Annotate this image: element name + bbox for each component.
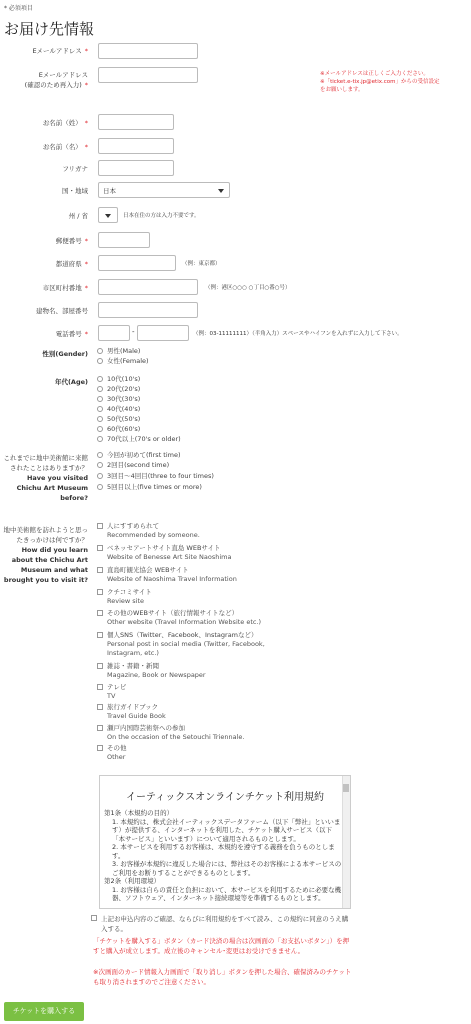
country-select[interactable] [98,182,230,198]
radio-icon[interactable] [97,416,103,422]
learn-option[interactable]: テレビ TV [97,683,357,701]
phone-label: 電話番号 * [55,330,88,338]
age-option[interactable]: 60代(60's) [97,425,140,434]
first-name-input[interactable] [98,138,174,154]
email-note: ※メールアドレスは正しくご入力ください。 ※「ticket.e-tix.jp@etix.com」からの受信設定をお願いします。 [320,71,440,93]
terms-scrollbar[interactable] [342,776,350,908]
page-title: お届け先情報 [4,20,95,38]
country-label: 国・地域 [62,187,88,195]
city-label: 市区町村番地 * [42,284,88,292]
checkbox-icon[interactable] [97,704,103,710]
city-hint: （例：港区○○○ ○丁目○番○号） [205,285,291,291]
email-input[interactable] [98,43,198,59]
checkbox-icon[interactable] [97,589,103,595]
terms-line: 1. 本規約は、株式会社イーティックスデータファーム（以下「弊社」といいます）が提供する、インターネットを利用した、チケット購入サービス（以下「本サービス」といいます）について適用されるものとします。 [112,817,341,843]
state-label: 州 / 省 [68,212,88,220]
prefecture-hint: （例：東京都） [182,261,221,267]
email-confirm-input[interactable] [98,67,198,83]
visited-label: これまでに地中美術館に来館されたことはありますか？ Have you visited Chichu Art Museum before? [3,454,88,502]
learn-option[interactable]: 瀬戸内国際芸術祭への参加 On the occasion of the Setouchi Triennale. [97,724,357,742]
furigana-input[interactable] [98,160,174,176]
radio-icon[interactable] [97,376,103,382]
agree-note-2: ※次画面のカード情報入力画面で「取り消し」ボタンを押した場合、確保済みのチケットも取り消されますのでご注意ください。 [93,968,352,986]
radio-icon[interactable] [97,348,103,354]
visited-option[interactable]: 5回目以上(five times or more) [97,483,202,492]
furigana-label: フリガナ [62,165,88,173]
phone-number-input[interactable] [137,325,189,341]
radio-icon[interactable] [97,436,103,442]
state-select[interactable] [98,207,118,223]
prefecture-input[interactable] [98,255,176,271]
buy-ticket-button[interactable]: チケットを購入する [4,1002,84,1021]
age-option[interactable]: 70代以上(70's or older) [97,435,181,444]
learn-option[interactable]: 人にすすめられて Recommended by someone. [97,522,357,540]
learn-option[interactable]: その他 Other [97,744,357,762]
checkbox-icon[interactable] [97,684,103,690]
radio-icon[interactable] [97,358,103,364]
terms-line: 2. 本サービスを利用するお客様は、本規約を遵守する義務を負うものとします。 [112,843,335,860]
checkbox-icon[interactable] [97,745,103,751]
checkbox-icon[interactable] [97,545,103,551]
chevron-down-icon [105,214,111,218]
radio-icon[interactable] [97,473,103,479]
checkbox-icon[interactable] [97,632,103,638]
last-name-input[interactable] [98,114,174,130]
gender-label: 性別(Gender) [42,350,88,358]
checkbox-icon[interactable] [97,567,103,573]
radio-icon[interactable] [97,406,103,412]
age-label: 年代(Age) [54,378,88,386]
chevron-down-icon [218,189,224,193]
state-note: 日本在住の方は入力不要です。 [123,213,200,219]
learn-option[interactable]: ベネッセアートサイト直島 WEBサイト Website of Benesse Art Site Naoshima [97,544,357,562]
phone-area-input[interactable] [98,325,130,341]
learn-option[interactable]: 個人SNS（Twitter、Facebook、Instagramなど） Personal post in social media (Twitter, Facebook, Instagram, etc.) [97,631,297,658]
agree-note-1: 「チケットを購入する」ボタン（カード決済の場合は次画面の「お支払いボタン」）を押すと購入が成立します。成立後のキャンセル･変更はお受けできません。 [93,937,350,955]
required-note: * 必須項目 [4,5,33,12]
prefecture-label: 都道府県 * [55,260,88,268]
radio-icon[interactable] [97,386,103,392]
learn-option[interactable]: 旅行ガイドブック Travel Guide Book [97,703,357,721]
email-label: Eメールアドレス * [32,47,88,55]
terms-line: 第1条（本規約の目的） [104,809,174,817]
phone-hint: （例：03-11111111）（半角入力）スペースやハイフンを入れずに入力して下さい。 [193,331,403,337]
learn-option[interactable]: 雑誌・書籍・新聞 Magazine, Book or Newspaper [97,662,357,680]
learn-label: 地中美術館を訪れようと思ったきっかけは何ですか？ How did you learn about the Chichu Art Museum and what brought you to visit it? [3,526,88,584]
postal-label: 郵便番号 * [55,237,88,245]
agree-text: 上記お申込内容のご確認、ならびに利用規約をすべて読み、この規約に同意のうえ購入する。 [101,915,349,933]
terms-body [100,803,350,903]
age-option[interactable]: 20代(20's) [97,385,140,394]
gender-option-male[interactable]: 男性(Male) [97,347,140,356]
radio-icon[interactable] [97,396,103,402]
scrollbar-thumb[interactable] [343,784,349,792]
radio-icon[interactable] [97,426,103,432]
terms-box[interactable] [99,775,351,909]
agree-checkbox-row[interactable] [91,914,353,934]
email-confirm-label: Eメールアドレス (確認のため再入力) * [24,71,88,89]
age-option[interactable]: 40代(40's) [97,405,140,414]
visited-option[interactable]: 今回が初めて(first time) [97,451,181,460]
radio-icon[interactable] [97,462,103,468]
terms-line: 3. お客様が本規約に違反した場合には、弊社はそのお客様による本サービスのご利用をお断りすることができるものとします。 [112,860,342,877]
visited-option[interactable]: 2回目(second time) [97,461,169,470]
first-name-label: お名前（名） * [42,143,88,151]
learn-option[interactable]: クチコミサイト Review site [97,588,357,606]
radio-icon[interactable] [97,484,103,490]
visited-option[interactable]: 3回目～4回目(three to four times) [97,472,214,481]
last-name-label: お名前（姓） * [42,119,88,127]
checkbox-icon[interactable] [97,725,103,731]
building-label: 建物名、部屋番号 [36,307,88,315]
building-input[interactable] [98,302,198,318]
phone-separator: - [132,328,135,336]
age-option[interactable]: 10代(10's) [97,375,140,384]
age-option[interactable]: 30代(30's) [97,395,140,404]
country-value: 日本 [103,187,116,195]
terms-line: 第2条（利用環境） [104,877,161,885]
city-input[interactable] [98,279,198,295]
learn-option[interactable]: その他のWEBサイト（旅行情報サイトなど） Other website (Travel Information Website etc.) [97,609,357,627]
radio-icon[interactable] [97,452,103,458]
checkbox-icon[interactable] [97,610,103,616]
terms-title: イーティックスオンラインチケット利用規約 [126,792,324,803]
checkbox-icon[interactable] [97,523,103,529]
age-option[interactable]: 50代(50's) [97,415,140,424]
gender-option-female[interactable]: 女性(Female) [97,357,149,366]
postal-input[interactable] [98,232,150,248]
checkbox-icon[interactable] [97,663,103,669]
terms-line: 1. お客様は自らの責任と負担において、本サービスを利用するために必要な機器、ソフトウェア、インターネット接続環境等を準備するものとします。 [112,885,342,902]
checkbox-icon[interactable] [91,915,97,921]
learn-option[interactable]: 直島町観光協会 WEBサイト Website of Naoshima Travel Information [97,566,357,584]
